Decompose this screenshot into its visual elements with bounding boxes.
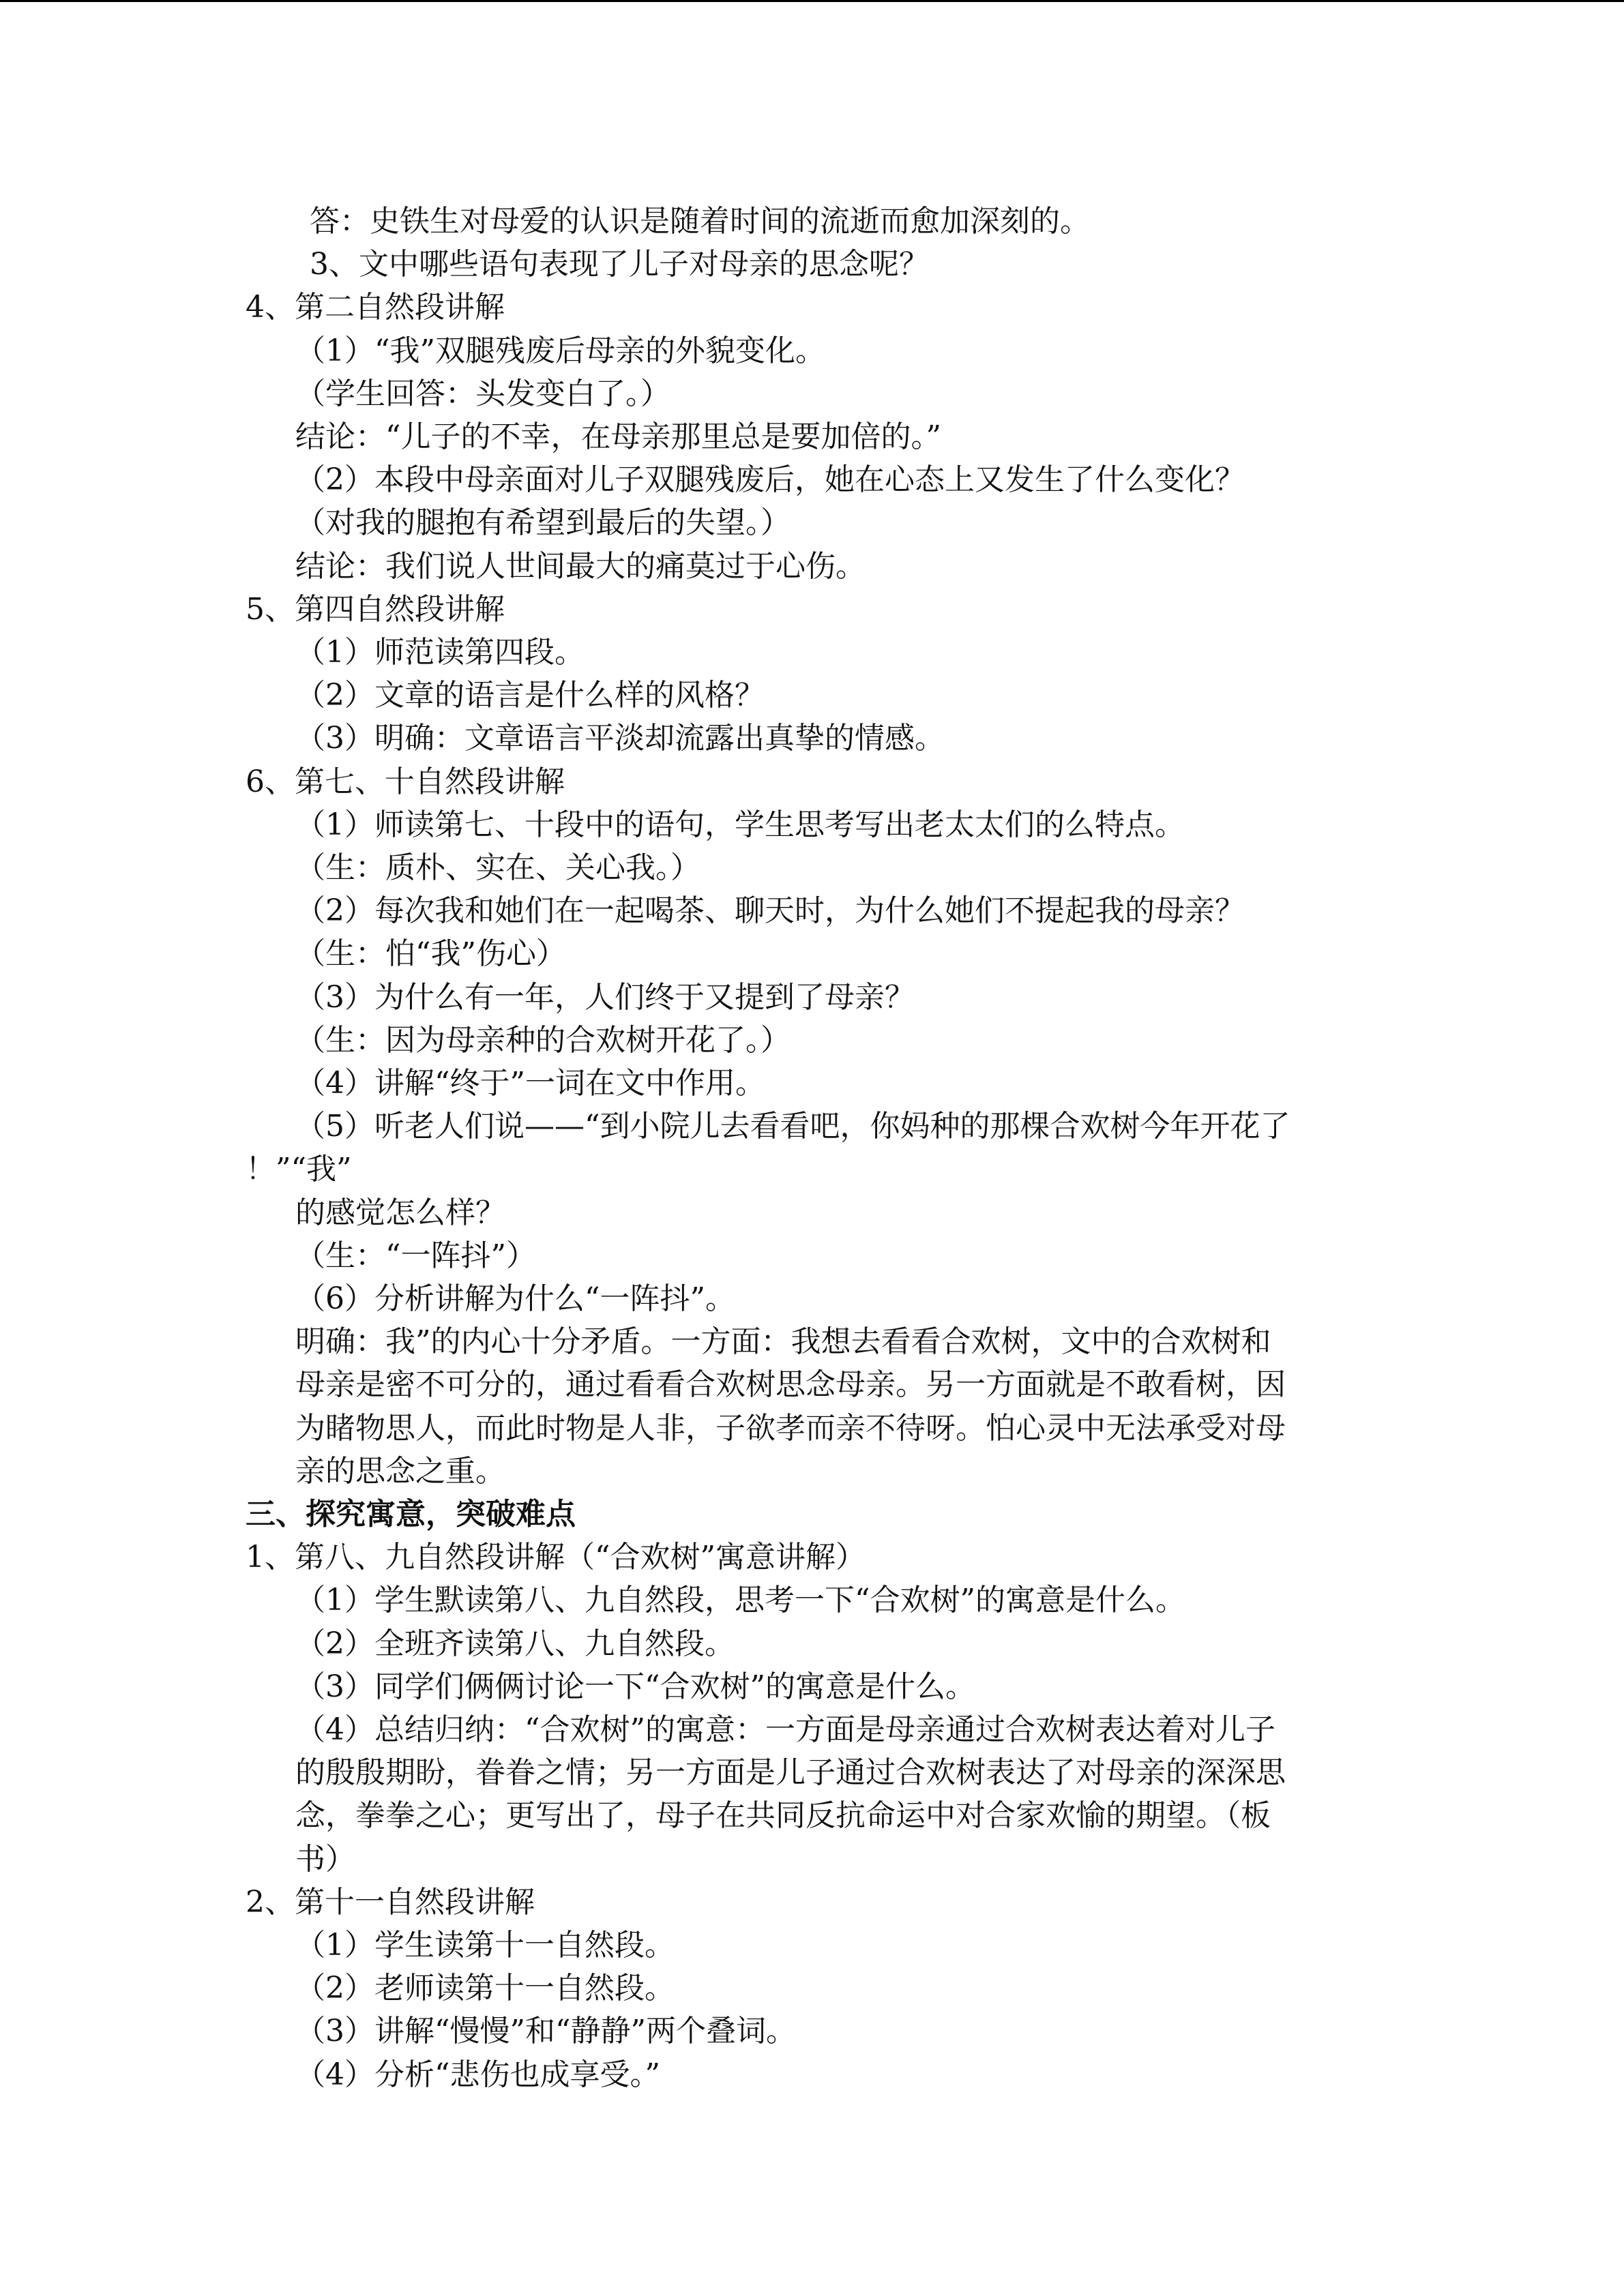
text-line: （1）师读第七、十段中的语句，学生思考写出老太太们的么特点。 bbox=[295, 807, 1185, 842]
text-line: 3、文中哪些语句表现了儿子对母亲的思念呢？ bbox=[310, 247, 929, 282]
text-line: （2）文章的语言是什么样的风格？ bbox=[295, 678, 765, 713]
text-line: 为睹物思人，而此时物是人非，子欲孝而亲不待呀。怕心灵中无法承受对母 bbox=[295, 1411, 1286, 1446]
text-line: 母亲是密不可分的，通过看看合欢树思念母亲。另一方面就是不敢看树，因 bbox=[295, 1367, 1286, 1402]
text-line: 的感觉怎么样？ bbox=[295, 1195, 505, 1230]
text-line: （对我的腿抱有希望到最后的失望。） bbox=[295, 505, 791, 540]
text-line: （4）分析“悲伤也成享受。” bbox=[295, 2057, 660, 2092]
text-line: （2）全班齐读第八、九自然段。 bbox=[295, 1626, 735, 1661]
text-line: 5、第四自然段讲解 bbox=[246, 592, 505, 627]
text-line: 4、第二自然段讲解 bbox=[246, 290, 505, 325]
text-line: （4）总结归纳：“合欢树”的寓意：一方面是母亲通过合欢树表达着对儿子 bbox=[295, 1712, 1275, 1747]
text-line: 明确：我”的内心十分矛盾。一方面：我想去看看合欢树，文中的合欢树和 bbox=[295, 1324, 1271, 1359]
text-line: （1）学生默读第八、九自然段，思考一下“合欢树”的寓意是什么。 bbox=[295, 1583, 1185, 1617]
text-line: 念，拳拳之心；更写出了，母子在共同反抗命运中对合家欢愉的期望。（板 bbox=[295, 1798, 1271, 1833]
text-line: 的殷殷期盼，眷眷之情；另一方面是儿子通过合欢树表达了对母亲的深深思 bbox=[295, 1755, 1286, 1790]
text-line: 亲的思念之重。 bbox=[295, 1454, 505, 1489]
text-line: （1）师范读第四段。 bbox=[295, 635, 585, 670]
text-line: （生：“一阵抖”） bbox=[295, 1238, 536, 1273]
text-line: （3）为什么有一年，人们终于又提到了母亲？ bbox=[295, 980, 915, 1015]
text-line: （4）讲解“终于”一词在文中作用。 bbox=[295, 1066, 765, 1101]
text-line: （1）学生读第十一自然段。 bbox=[295, 1928, 675, 1963]
text-line: （6）分析讲解为什么“一阵抖”。 bbox=[295, 1281, 735, 1316]
text-line: 2、第十一自然段讲解 bbox=[246, 1885, 535, 1920]
text-line: （3）同学们俩俩讨论一下“合欢树”的寓意是什么。 bbox=[295, 1669, 975, 1704]
text-line: （1）“我”双腿残废后母亲的外貌变化。 bbox=[295, 333, 825, 368]
text-line: ！”“我” bbox=[246, 1152, 352, 1187]
text-line: （2）本段中母亲面对儿子双腿残废后，她在心态上又发生了什么变化？ bbox=[295, 462, 1245, 497]
text-line: 1、第八、九自然段讲解（“合欢树”寓意讲解） bbox=[246, 1540, 866, 1575]
text-line: （3）明确：文章语言平淡却流露出真挚的情感。 bbox=[295, 721, 945, 756]
text-line: （生：怕“我”伤心） bbox=[295, 936, 566, 971]
text-line: 答：史铁生对母爱的认识是随着时间的流逝而愈加深刻的。 bbox=[310, 204, 1090, 239]
text-line: 书） bbox=[295, 1842, 355, 1877]
text-line: （生：质朴、实在、关心我。） bbox=[295, 850, 700, 885]
text-line: 结论：我们说人世间最大的痛莫过于心伤。 bbox=[295, 549, 866, 584]
section-heading: 三、探究寓意，突破难点 bbox=[246, 1497, 576, 1532]
text-line: （生：因为母亲种的合欢树开花了。） bbox=[295, 1023, 791, 1058]
text-line: （2）每次我和她们在一起喝茶、聊天时，为什么她们不提起我的母亲？ bbox=[295, 893, 1245, 928]
text-line: （2）老师读第十一自然段。 bbox=[295, 1971, 675, 2006]
text-line: （学生回答：头发变白了。） bbox=[295, 376, 670, 411]
text-line: （5）听老人们说——“到小院儿去看看吧，你妈种的那棵合欢树今年开花了 bbox=[295, 1109, 1290, 1144]
text-line: 6、第七、十自然段讲解 bbox=[246, 764, 565, 799]
text-line: 结论：“儿子的不幸，在母亲那里总是要加倍的。” bbox=[295, 419, 941, 454]
text-line: （3）讲解“慢慢”和“静静”两个叠词。 bbox=[295, 2014, 796, 2048]
